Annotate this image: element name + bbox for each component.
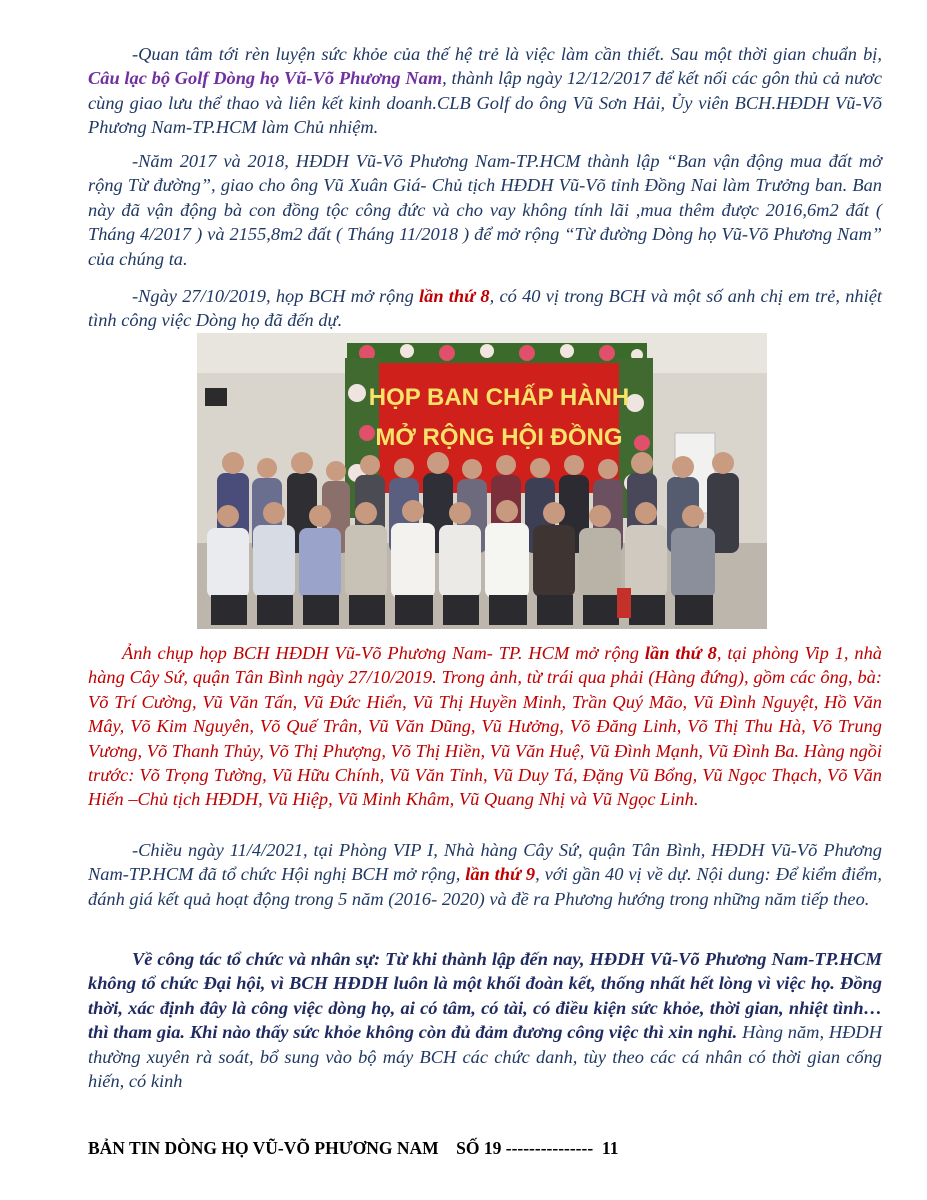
caption-text-start: Ảnh chụp họp BCH HĐDH Vũ-Võ Phương Nam- TP. HCM mở rộng [122, 643, 645, 663]
organization-paragraph [88, 947, 882, 1093]
banner-line-1: HỌP BAN CHẤP HÀNH [368, 384, 630, 411]
meeting-9-text-start: -Chiều ngày 11/4/2021, tại Phòng VIP I, Nhà hàng Cây Sứ, quận Tân Bình, HĐDH Vũ-Võ Phương Nam-TP.HCM đã tổ chức Hội nghị BCH mở rộng, [88, 840, 882, 885]
golf-club-text-start: -Quan tâm tới rèn luyện sức khỏe của thế hệ trẻ là việc làm cần thiết. Sau một thời gian chuẩn bị, [132, 44, 882, 64]
banner-line-2: MỞ RỘNG HỘI ĐỒNG [375, 424, 623, 451]
land-purchase-paragraph: -Năm 2017 và 2018, HĐDH Vũ-Võ Phương Nam-TP.HCM thành lập “Ban vận động mua đất mở rộng Từ đường”, giao cho ông Vũ Xuân Giá- Chủ tịch HĐDH Vũ-Võ tỉnh Đồng Nai làm Trưởng ban. Ban này đã vận động bà con đồng tộc công đức và cho vay không tính lãi ,mua thêm được 2016,6m2 đất ( Tháng 4/2017 ) và 2155,8m2 đất ( Tháng 11/2018 ) để mở rộng “Từ đường Dòng họ Vũ-Võ Phương Nam” của chúng ta. [88, 151, 882, 269]
meeting-9-highlight: lần thứ 9 [465, 864, 536, 885]
organization-rest-text: Hàng năm, HĐDH thường xuyên rà soát, bổ sung vào bộ máy BCH các chức danh, tùy theo các cá nhân có thời gian cống hiến, có kinh [88, 1022, 882, 1092]
golf-club-paragraph [88, 42, 882, 140]
photo-caption [88, 641, 882, 812]
golf-club-name: Câu lạc bộ Golf Dòng họ Vũ-Võ Phương Nam [88, 68, 443, 89]
meeting-8-paragraph [88, 284, 882, 333]
meeting-8-text-end: , có 40 vị trong BCH và một số anh chị em trẻ, nhiệt tình công việc Dòng họ đã đến dự. [88, 286, 883, 331]
meeting-9-paragraph [88, 838, 882, 911]
meeting-8-text-start: -Ngày 27/10/2019, họp BCH mở rộng [132, 286, 420, 306]
caption-text-end: , tại phòng Vip 1, nhà hàng Cây Sứ, quận Tân Bình ngày 27/10/2019. Trong ảnh, từ trái qua phải (Hàng đứng), gồm các ông, bà: Võ Trí Cường, Vũ Văn Tấn, Vũ Đức Hiển, Vũ Thị Huyền Minh, Trần Quý Mão, Vũ Đình Nguyệt, Hồ Văn Mây, Võ Kim Nguyên, Võ Quế Trân, Vũ Văn Dũng, Vũ Hưởng, Võ Đăng Linh, Võ Thị Thu Hà, Võ Trung Vương, Võ Thanh Thủy, Võ Thị Phượng, Võ Thị Hiền, Vũ Văn Huệ, Vũ Đình Mạnh, Vũ Đình Ba. Hàng ngồi trước: Võ Trọng Tường, Vũ Hữu Chính, Vũ Văn Tỉnh, Vũ Duy Tá, Đặng Vũ Bổng, Vũ Ngọc Thạch, Võ Văn Hiến –Chủ tịch HĐDH, Vũ Hiệp, Vũ Minh Khâm, Vũ Quang Nhị và Vũ Ngọc Linh. [88, 643, 882, 810]
group-photo [197, 333, 767, 629]
page-footer: BẢN TIN DÒNG HỌ VŨ-VÕ PHƯƠNG NAM SỐ 19 --------------- 11 [88, 1138, 619, 1158]
golf-club-text-end: , thành lập ngày 12/12/2017 để kết nối các gôn thủ cả nươc cùng giao lưu thể thao và liên kết kinh doanh.CLB Golf do ông Vũ Sơn Hải, Ủy viên BCH.HĐDH Vũ-Võ Phương Nam-TP.HCM làm Chủ nhiệm. [88, 68, 882, 138]
meeting-8-highlight: lần thứ 8 [419, 286, 490, 306]
caption-highlight: lần thứ 8 [644, 643, 717, 663]
meeting-9-text-end: , với gần 40 vị về dự. Nội dung: Để kiểm điểm, đánh giá kết quả hoạt động trong 5 năm (2016- 2020) và đề ra Phương hướng trong những năm tiếp theo. [88, 864, 882, 909]
organization-bold-text: Về công tác tổ chức và nhân sự: Từ khi thành lập đến nay, HĐDH Vũ-Võ Phương Nam-TP.HCM không tổ chức Đại hội, vì BCH HĐDH luôn là một khối đoàn kết, thống nhất hết lòng vì việc họ. Đồng thời, xác định đây là công việc dòng họ, ai có tâm, có tài, có điều kiện sức khỏe, thời gian, nhiệt tình… thì tham gia. Khi nào thấy sức khỏe không còn đủ đảm đương công việc thì xin nghỉ. [88, 949, 882, 1043]
